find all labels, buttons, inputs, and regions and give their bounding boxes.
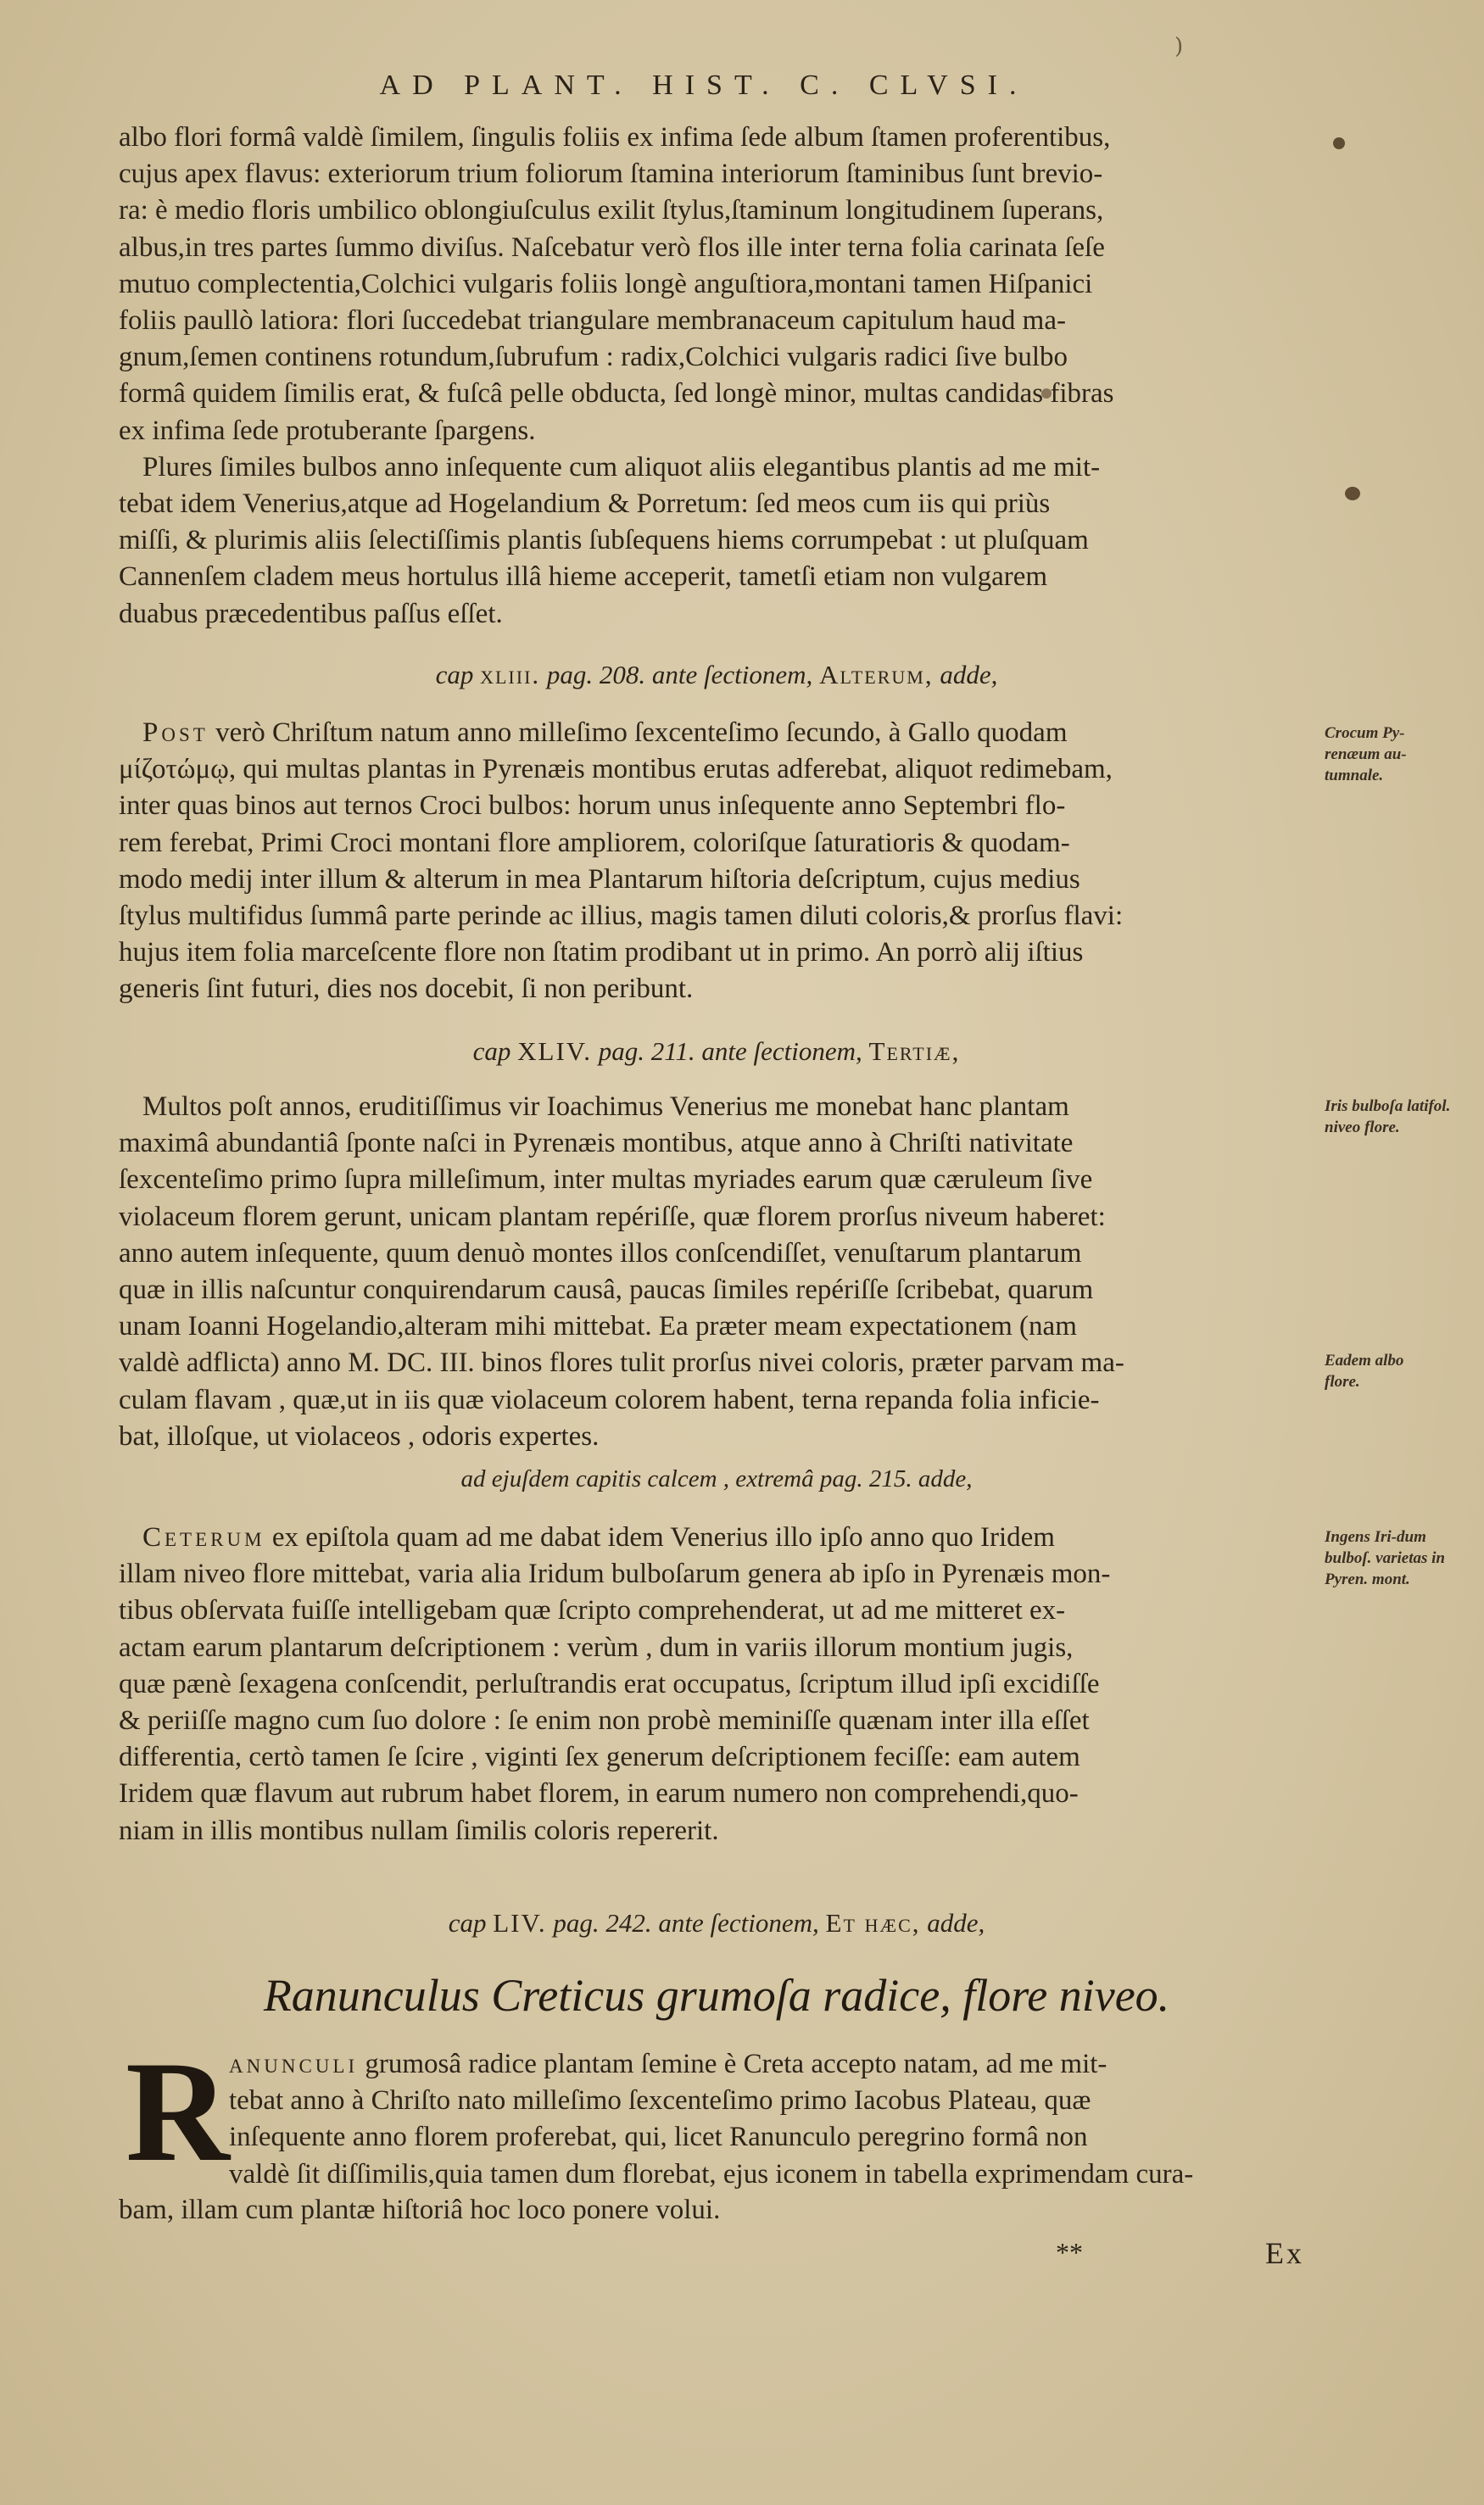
text-line: anno autem inſequente, quum denuò montes illos conſcendiſſet, venuſtarum plantarum [119, 1237, 1082, 1269]
text-line: tibus obſervata fuiſſe intelligebam quæ ſcripto comprehenderat, ut ad me mitteret ex- [119, 1595, 1066, 1626]
section-3 [119, 1520, 1314, 1849]
text-line: illam niveo flore mittebat, varia alia Iridum bulboſarum genera ab ipſo in Pyrenæis mon- [119, 1559, 1111, 1590]
text-line: differentia, certò tamen ſe ſcire , viginti ſex generum deſcriptionem feciſſe: eam autem [119, 1742, 1080, 1773]
text-line: ſexcenteſimo primo ſupra milleſimum, inter multas myriades earum quæ cæruleum ſive [119, 1164, 1093, 1196]
heading-page: pag. 211. ante ſectionem, [598, 1036, 862, 1066]
text-line: bat, illoſque, ut violaceos , odoris expertes. [119, 1420, 600, 1452]
text-line: generis ſint futuri, dies nos docebit, ſi non peribunt. [119, 974, 694, 1005]
text-line: violaceum florem gerunt, unicam plantam repériſſe, quæ florem prorſus niveum haberet: [119, 1201, 1106, 1232]
text-line: bam, illam cum plantæ hiſtoriâ hoc loco ponere volui. [119, 2195, 721, 2225]
text-line: verò Chriſtum natum anno milleſimo ſexcenteſimo ſecundo, à Gallo quodam [215, 717, 1068, 748]
heading-page: pag. 242. ante ſectionem, [553, 1908, 819, 1938]
text-line: niam in illis montibus nullam ſimilis coloris repererit. [119, 1815, 719, 1846]
text-line: modo medij inter illum & alterum in mea Plantarum hiſtoria deſcriptum, cujus medius [119, 863, 1080, 895]
margin-note-iris: Iris bulboſa latifol. niveo flore. [1325, 1097, 1451, 1136]
text-line: hujus item folia marceſcente flore non ſtatim prodibant ut in primo. An porrò alij iſtius [119, 937, 1084, 968]
text-line: unam Ioanni Hogelandio,alteram mihi mittebat. Ea præter meam expectationem (nam [119, 1311, 1077, 1342]
paragraph-1 [119, 120, 1314, 633]
signature-mark: ** [1056, 2237, 1083, 2268]
text-line: ex infima ſede protuberante ſpargens. [119, 415, 536, 446]
section-heading-2 [119, 1036, 1314, 1067]
text-line: culam flavam , quæ,ut in iis quæ violaceum colorem habent, terna repanda folia inficie- [119, 1384, 1100, 1415]
ink-spot [1345, 487, 1360, 500]
heading-word: Alterum, [819, 660, 934, 689]
text-line: quæ pænè ſexagena conſcendit, perluſtrandis erat occupatus, ſcriptum illud ipſi excidiſſe [119, 1668, 1100, 1699]
text-line: maximâ abundantiâ ſponte naſci in Pyrenæis montibus, atque anno à Chriſti nativitate [119, 1128, 1074, 1159]
section-4 [119, 2046, 1314, 2225]
section-1 [119, 715, 1314, 1008]
text-line: Multos poſt annos, eruditiſſimus vir Ioachimus Venerius me monebat hanc plantam [142, 1091, 1069, 1122]
text-line: gnum,ſemen continens rotundum,ſubrufum : radix,Colchici vulgaris radici ſive bulbo [119, 342, 1068, 373]
text-line: duabus præcedentibus paſſus eſſet. [119, 598, 503, 629]
heading-adde: adde, [927, 1908, 985, 1938]
heading-adde: adde, [940, 660, 998, 689]
text-line: ex epiſtola quam ad me dabat idem Venerius illo ipſo anno quo Iridem [271, 1522, 1055, 1553]
text-line: ſtylus multifidus ſummâ parte perinde ac illius, magis tamen diluti coloris,& prorſus flavi: [119, 901, 1124, 932]
plant-title: Ranunculus Creticus grumoſa radice, flore niveo. [263, 1970, 1170, 2021]
text-line: inſequente anno florem proferebat, qui, licet Ranunculo peregrino formâ non [229, 2122, 1088, 2153]
heading-page: pag. 208. ante ſectionem, [546, 660, 813, 689]
text-line: miſſi, & plurimis aliis ſelectiſſimis plantis ſubſequens hiems corrumpebat : ut pluſquam [119, 525, 1089, 556]
text-line: albus,in tres partes ſummo diviſus. Naſcebatur verò flos ille inter terna folia carinata ſeſe [119, 232, 1105, 263]
heading-chapter: xliii. [480, 660, 541, 689]
text-line: actam earum plantarum deſcriptionem : verùm , dum in variis illorum montium jugis, [119, 1632, 1074, 1663]
margin-note-iridum: Ingens Iri-dum bulboſ. varietas in Pyren. mont. [1325, 1528, 1445, 1588]
drop-cap-initial: R [126, 2032, 230, 2191]
first-word: anunculi [229, 2049, 359, 2079]
heading-chapter: XLIV. [517, 1036, 592, 1066]
text-line: tebat anno à Chriſto nato milleſimo ſexcenteſimo primo Iacobus Plateau, quæ [229, 2085, 1091, 2117]
text-line: quæ in illis naſcuntur conquirendarum causâ, paucas ſimiles repériſſe ſcribebat, quarum [119, 1275, 1094, 1306]
heading-cap: cap [472, 1036, 511, 1066]
text-line: cujus apex flavus: exteriorum trium foliorum ſtamina interiorum ſtaminibus ſunt brevio- [119, 159, 1103, 190]
corner-mark: ) [1174, 34, 1184, 59]
text-line: mutuo complectentia,Colchici vulgaris foliis longè anguſtiora,montani tamen Hiſpanici [119, 268, 1093, 299]
ink-spot [1333, 137, 1345, 149]
heading-cap: cap [435, 660, 474, 689]
text-line: Iridem quæ flavum aut rubrum habet florem, in earum numero non comprehendi,quo- [119, 1778, 1079, 1810]
text-line: rem ferebat, Primi Croci montani flore ampliorem, coloriſque ſaturatioris & quodam- [119, 827, 1070, 858]
text-line: valdè adflicta) anno M. DC. III. binos flores tulit prorſus nivei coloris, præter parvam ma- [119, 1347, 1124, 1379]
catchword: Ex [1265, 2236, 1304, 2270]
text-line: ra: è medio floris umbilico oblongiuſculus exilit ſtylus,ſtaminum longitudinem ſuperans, [119, 195, 1104, 226]
section-heading-3: ad ejuſdem capitis calcem , extremâ pag. 215. adde, [460, 1465, 973, 1492]
margin-note-crocus: Crocum Py-renæum au-tumnale. [1325, 724, 1407, 784]
heading-chapter: LIV. [493, 1908, 547, 1938]
text-line: tebat idem Venerius,atque ad Hogelandium & Porretum: ſed meos cum iis qui priùs [119, 488, 1051, 520]
text-line: grumosâ radice plantam ſemine è Creta accepto natam, ad me mit- [365, 2049, 1107, 2079]
heading-cap: cap [448, 1908, 487, 1938]
text-line: Plures ſimiles bulbos anno inſequente cum aliquot aliis elegantibus plantis ad me mit- [142, 451, 1101, 483]
first-word: Ceterum [142, 1522, 265, 1553]
text-line: μίζοτώμῳ, qui multas plantas in Pyrenæis montibus erutas adferebat, aliquot redimebam, [119, 754, 1113, 785]
first-word: Post [142, 717, 209, 748]
text-line: inter quas binos aut ternos Croci bulbos: horum unus inſequente anno Septembri flo- [119, 790, 1066, 822]
text-line: & periiſſe magno cum ſuo dolore : ſe enim non probè meminiſſe quænam inter illa eſſet [119, 1705, 1090, 1737]
heading-word: Et hæc, [825, 1908, 921, 1938]
text-line: formâ quidem ſimilis erat, & fuſcâ pelle obducta, ſed longè minor, multas candidas fibras [119, 378, 1114, 410]
section-heading-1 [119, 660, 1314, 690]
text-line: albo flori formâ valdè ſimilem, ſingulis foliis ex infima ſede album ſtamen proferentibus, [119, 122, 1111, 153]
text-line: foliis paullò latiora: flori ſuccedebat triangulare membranaceum capitulum haud ma- [119, 305, 1066, 337]
text-line: valdè ſit diſſimilis,quia tamen dum florebat, ejus iconem in tabella exprimendam cura- [229, 2158, 1194, 2190]
heading-word: Tertiæ, [868, 1036, 961, 1066]
section-heading-4 [119, 1908, 1314, 1939]
running-head: AD PLANT. HIST. C. CLVSI. [379, 70, 1029, 101]
margin-note-eadem: Eadem albo flore. [1325, 1352, 1404, 1391]
section-2 [119, 1089, 1314, 1455]
text-line: Cannenſem cladem meus hortulus illâ hieme acceperit, tametſi etiam non vulgarem [119, 561, 1048, 593]
